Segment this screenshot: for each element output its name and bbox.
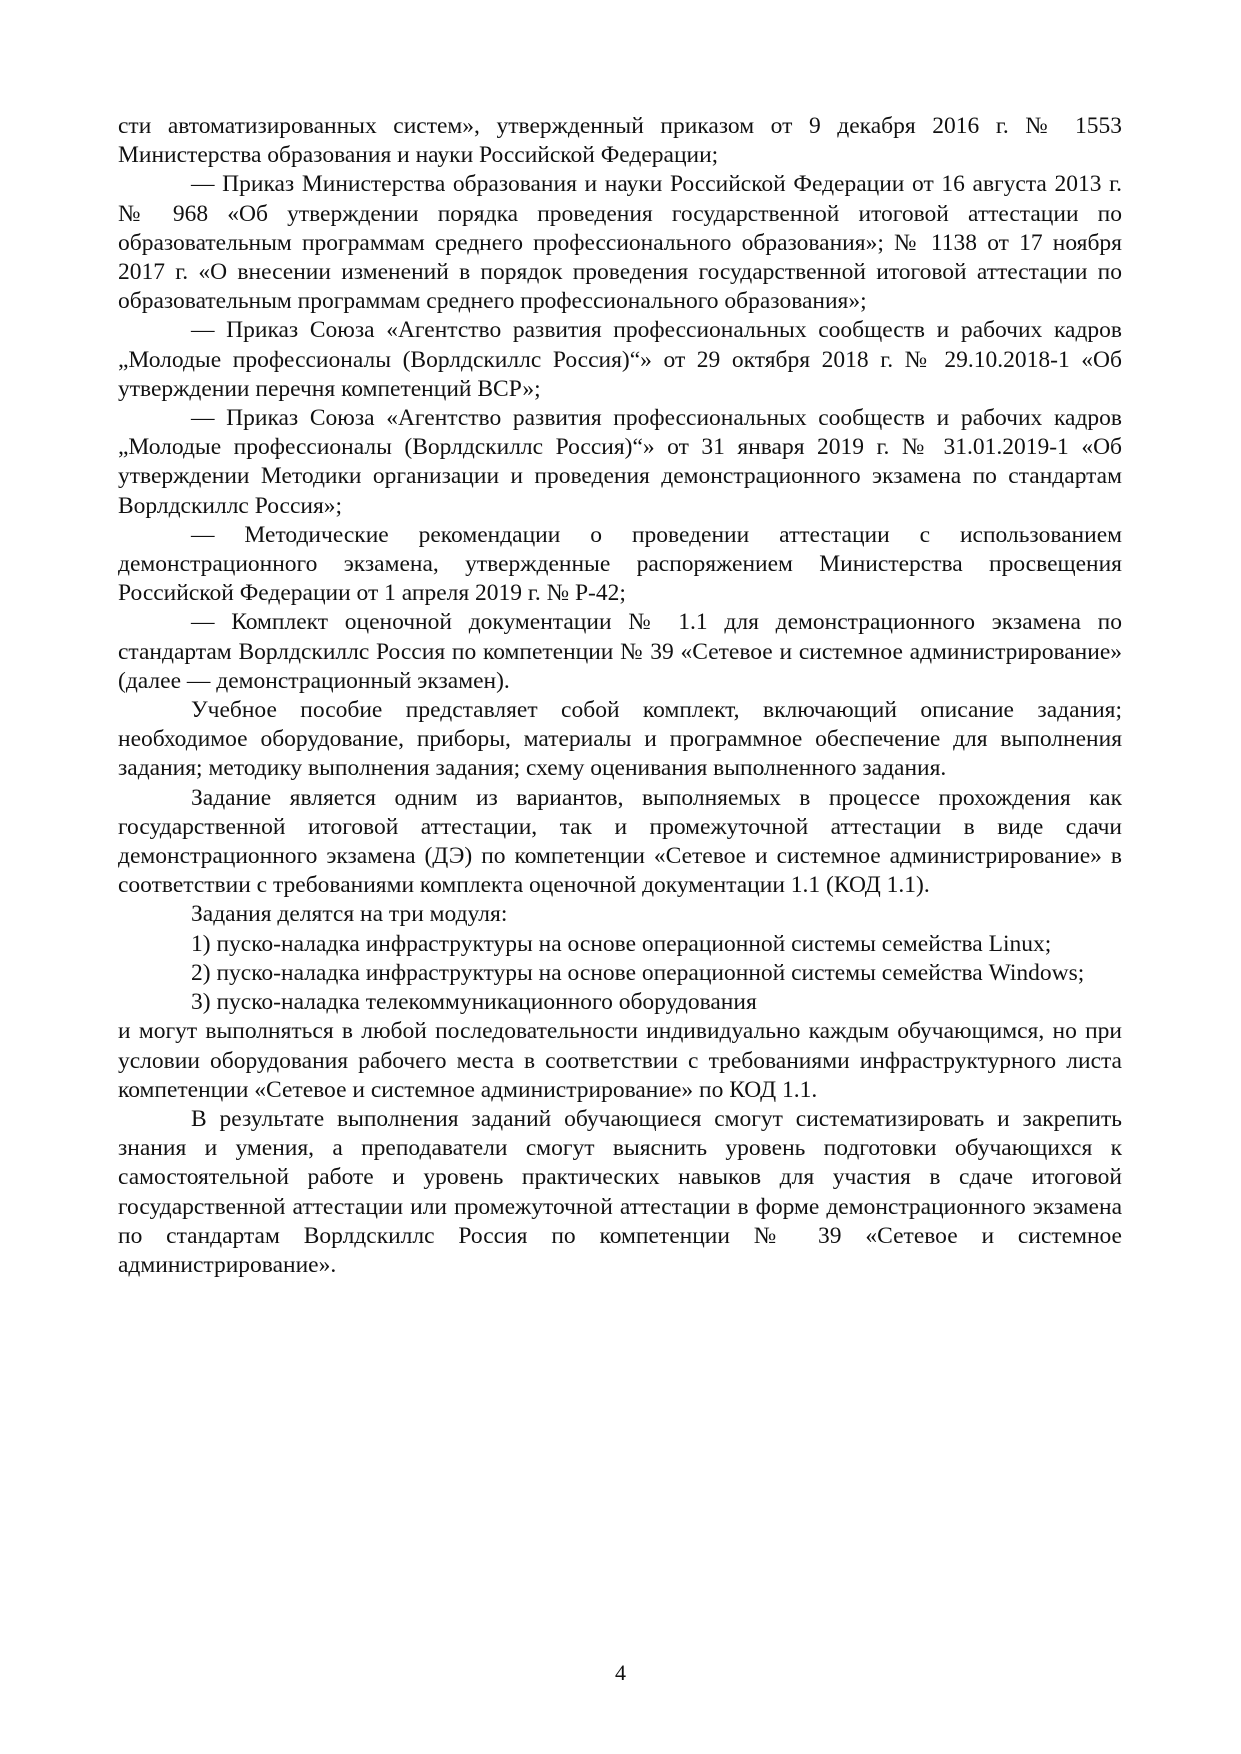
paragraph-methodical-recommendations: — Методические рекомендации о проведении аттестации с использованием демонстрационного экзамена, утвержденные распоряжением Министерства просвещения Российской Федерации от 1 апреля 2019 г. № Р-42; (118, 521, 1122, 607)
paragraph-task-description: Задание является одним из вариантов, выполняемых в процессе прохождения как государственной итоговой аттестации, так и промежуточной аттестации в виде сдачи демонстрационного экзамена (ДЭ) по компетенции «Сетевое и системное администрирование» в соответствии с требованиями комплекта оценочной документации 1.1 (КОД 1.1). (118, 784, 1122, 899)
body-text (118, 112, 1122, 1280)
page-number: 4 (615, 1660, 626, 1685)
paragraph-order-29-10-2018: — Приказ Союза «Агентство развития профессиональных сообществ и рабочих кадров „Молодые профессионалы (Ворлдскиллс Россия)“» от 29 октября 2018 г. № 29.10.2018-1 «Об утверждении перечня компетенций ВСР»; (118, 317, 1122, 402)
paragraph-order-968: — Приказ Министерства образования и науки Российской Федерации от 16 августа 2013 г. № 968 «Об утверждении порядка проведения государственной итоговой аттестации по образовательным программам среднего профессионального образования»; № 1138 от 17 ноября 2017 г. «О внесении изменений в порядок проведения государственной итоговой аттестации по образовательным программам среднего профессионального образования»; (118, 171, 1122, 315)
list-item-module-3: 3) пуско-наладка телекоммуникационного оборудования (191, 989, 757, 1016)
paragraph-assessment-kit: — Комплект оценочной документации № 1.1 для демонстрационного экзамена по стандартам Ворлдскиллс Россия по компетенции № 39 «Сетевое и системное администрирование» (далее — демонстрационный экзамен). (118, 609, 1122, 694)
paragraph-modules-conclusion: и могут выполняться в любой последовательности индивидуально каждым обучающимся, но при условии оборудования рабочего места в соответствии с требованиями инфраструктурного листа компетенции «Сетевое и системное администрирование» по КОД 1.1. (118, 1018, 1122, 1103)
list-item-module-2: 2) пуско-наладка инфраструктуры на основе операционной системы семейства Windows; (191, 959, 1085, 986)
paragraph-order-31-01-2019: — Приказ Союза «Агентство развития профессиональных сообществ и рабочих кадров „Молодые профессионалы (Ворлдскиллс Россия)“» от 31 января 2019 г. № 31.01.2019-1 «Об утверждении Методики организации и проведения демонстрационного экзамена по стандартам Ворлдскиллс Россия»; (118, 405, 1122, 519)
paragraph-continuation: сти автоматизированных систем», утвержденный приказом от 9 декабря 2016 г. № 1553 Министерства образования и науки Российской Федерации; (118, 113, 1122, 169)
paragraph-results: В результате выполнения заданий обучающиеся смогут систематизировать и закрепить знания и умения, а преподаватели смогут выяснить уровень подготовки обучающихся к самостоятельной работе и уровень практических навыков для участия в сдаче итоговой государственной аттестации или промежуточной аттестации в форме демонстрационного экзамена по стандартам Ворлдскиллс Россия по компетенции № 39 «Сетевое и системное администрирование». (118, 1105, 1122, 1278)
list-item-module-1: 1) пуско-наладка инфраструктуры на основе операционной системы семейства Linux; (191, 930, 1052, 957)
paragraph-modules-intro: Задания делятся на три модуля: (191, 901, 508, 928)
paragraph-textbook-description: Учебное пособие представляет собой комплект, включающий описание задания; необходимое оборудование, приборы, материалы и программное обеспечение для выполнения задания; методику выполнения задания; схему оценивания выполненного задания. (118, 697, 1122, 782)
